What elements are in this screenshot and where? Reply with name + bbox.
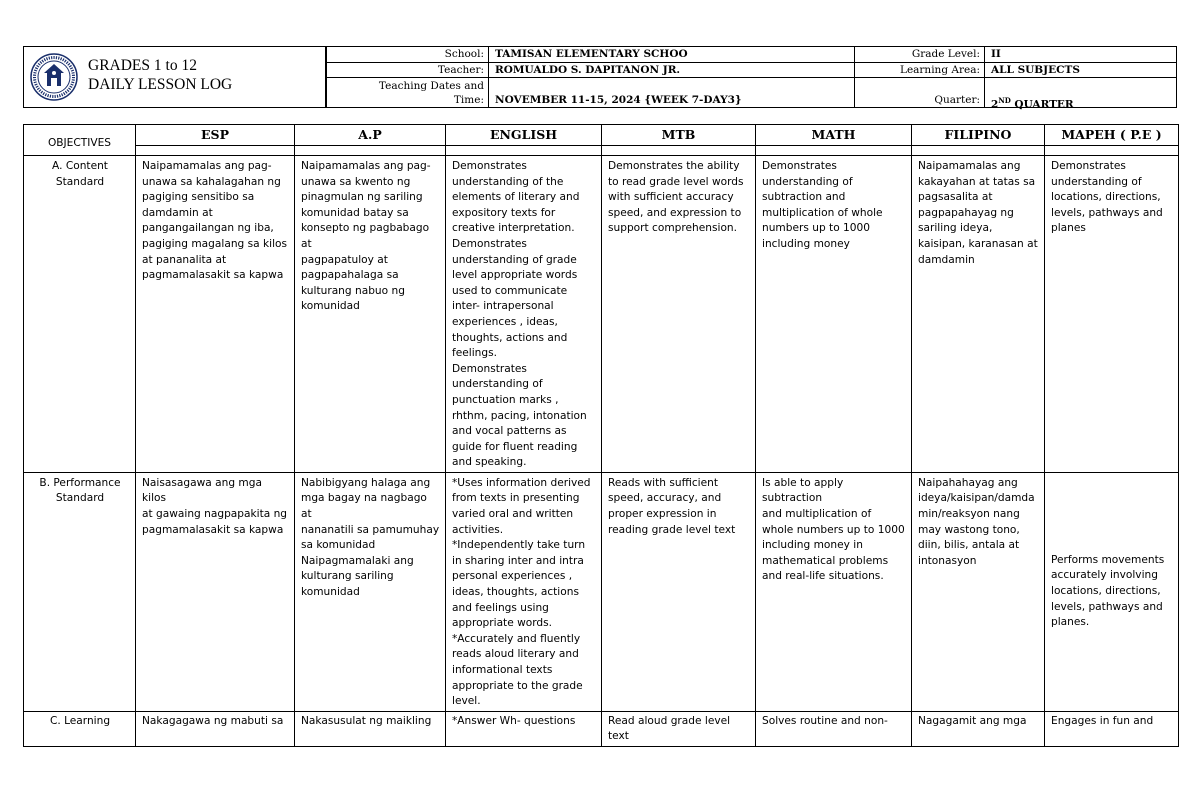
col-header-math: MATH [756,125,912,146]
header-info-box [326,46,1177,111]
dates-label-2: Time: [453,94,484,106]
quarter-value [985,94,1175,112]
learning-area-value: ALL SUBJECTS [991,64,1080,76]
cell-english-content: Demonstrates understanding of the elements of literary and expository texts for creative interpretation. Demonstrates understanding of grade level appropriate words used to communicate inter- intrapersonal experiences , ideas, thoughts, actions and feelings. Demonstrates understanding of punctuation marks , rhthm, pacing, intonation and vocal patterns as guide for fluent reading and speaking. [446,156,602,473]
cell-filipino-content: Naipamamalas ang kakayahan at tatas sa pagsasalita at pagpapahayag ng sariling ideya, kaisipan, karanasan at damdamin [912,156,1045,473]
school-label: School: [444,48,484,60]
cell-esp-performance: Naisasagawa ang mga kilos at gawaing nagpapakita ng pagmamalasakit sa kapwa [136,472,295,711]
col-header-esp: ESP [136,125,295,146]
title-line-2: DAILY LESSON LOG [88,76,233,93]
cell-mtb-content: Demonstrates the ability to read grade level words with sufficient accuracy speed, and expression to support comprehension. [602,156,756,473]
quarter-word: QUARTER [1010,98,1074,111]
table-row [24,711,1179,746]
learning-area-label: Learning Area: [899,64,980,76]
cell-math-content: Demonstrates understanding of subtraction and multiplication of whole numbers up to 1000 including money [756,156,912,473]
teacher-value: ROMUALDO S. DAPITANON JR. [495,64,681,76]
cell-filipino-performance: Naipahahayag ang ideya/kaisipan/damda min/reaksyon nang may wastong tono, diin, bilis, antala at intonasyon [912,472,1045,711]
cell-english-performance: *Uses information derived from texts in presenting varied oral and written activities. *Independently take turn in sharing inter and intra personal experiences , ideas, thoughts, actions and feelings using appropriate words. *Accurately and fluently reads aloud literary and informational texts appropriate to the grade level. [446,472,602,711]
log-title [88,56,232,94]
col-header-filipino: FILIPINO [912,125,1045,146]
dates-value: NOVEMBER 11-15, 2024 {WEEK 7-DAY3} [495,94,742,106]
cell-math-learning: Solves routine and non- [756,711,912,746]
table-row [24,472,1179,711]
grade-level-value: II [991,48,1001,60]
col-header-ap: A.P [295,125,446,146]
cell-esp-content: Naipamamalas ang pag- unawa sa kahalagahan ng pagiging sensitibo sa damdamin at pangangailangan ng iba, pagiging magalang sa kilos at pananalita at pagmamalasakit sa kapwa [136,156,295,473]
cell-mapeh-performance: Performs movements accurately involving locations, directions, levels, pathways and planes. [1045,472,1179,711]
cell-ap-performance: Nabibigyang halaga ang mga bagay na nagbago at nananatili sa pamumuhay sa komunidad Naipagmamalaki ang kulturang sariling komunidad [295,472,446,711]
school-value: TAMISAN ELEMENTARY SCHOO [495,48,688,60]
table-row [24,156,1179,473]
row-label-learning: C. Learning [24,711,136,746]
row-label-performance-standard: B. Performance Standard [24,472,136,711]
row-label-content-standard: A. Content Standard [24,156,136,473]
subject-header-row [24,125,1179,146]
col-header-mapeh: MAPEH ( P.E ) [1045,125,1179,146]
title-line-1: GRADES 1 to 12 [88,57,197,74]
cell-filipino-learning: Nagagamit ang mga [912,711,1045,746]
grade-level-label: Grade Level: [911,48,980,60]
objectives-header: OBJECTIVES [24,125,136,156]
dates-label-1: Teaching Dates and [378,80,484,92]
spacer-row [24,146,1179,156]
cell-mtb-learning: Read aloud grade level text [602,711,756,746]
header-title-box [23,46,326,108]
cell-ap-learning: Nakasusulat ng maikling [295,711,446,746]
cell-mtb-performance: Reads with sufficient speed, accuracy, and proper expression in reading grade level text [602,472,756,711]
cell-mapeh-learning: Engages in fun and [1045,711,1179,746]
lesson-log-table [23,124,1179,747]
quarter-number: 2 [991,98,999,111]
quarter-label: Quarter: [934,94,980,106]
cell-math-performance: Is able to apply subtraction and multiplication of whole numbers up to 1000 including money in mathematical problems and real-life situations. [756,472,912,711]
col-header-english: ENGLISH [446,125,602,146]
col-header-mtb: MTB [602,125,756,146]
quarter-suffix: ND [998,96,1011,105]
cell-mapeh-content: Demonstrates understanding of locations, directions, levels, pathways and planes [1045,156,1179,473]
deped-seal-icon [30,53,78,101]
cell-english-learning: *Answer Wh- questions [446,711,602,746]
teacher-label: Teacher: [437,64,484,76]
cell-esp-learning: Nakagagawa ng mabuti sa [136,711,295,746]
cell-ap-content: Naipamamalas ang pag- unawa sa kwento ng pinagmulan ng sariling komunidad batay sa konsepto ng pagbabago at pagpapatuloy at pagpapahalaga sa kulturang nabuo ng komunidad [295,156,446,473]
